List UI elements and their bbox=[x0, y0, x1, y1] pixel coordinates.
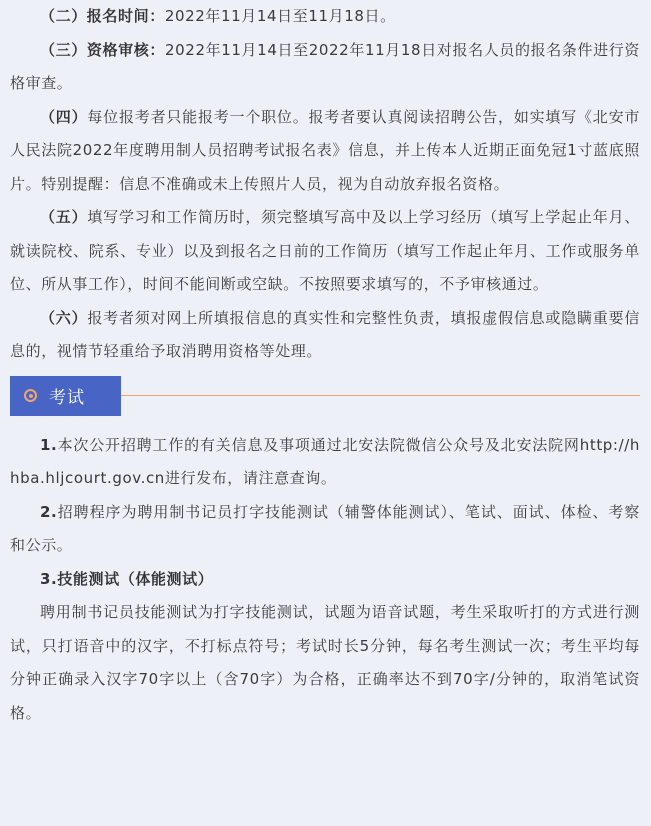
item-five-text: 填写学习和工作简历时，须完整填写高中及以上学习经历（填写上学起止年月、就读院校、院系、专业）以及到报名之日前的工作简历（填写工作起止年月、工作或服务单位、所从事工作），时间不能间断或空缺。不按照要求填写的，不予审核通过。 bbox=[10, 208, 640, 293]
resume-paragraph bbox=[10, 201, 640, 302]
exam-section-title: 考试 bbox=[49, 388, 85, 408]
item-six-label: （六） bbox=[40, 308, 88, 327]
recruitment-procedure-paragraph bbox=[10, 496, 640, 563]
registration-time-text: 2022年11月14日至11月18日。 bbox=[164, 7, 396, 25]
qualification-review-label: （三）资格审核： bbox=[40, 40, 166, 59]
skill-test-paragraph: 聘用制书记员技能测试为打字技能测试，试题为语音试题，考生采取听打的方式进行测试，只打语音中的汉字，不打标点符号；考试时长5分钟，每名考生测试一次；考生平均每分钟正确录入汉字70字以上（含70字）为合格，正确率达不到70字/分钟的，取消笔试资格。 bbox=[10, 603, 640, 722]
exam-item-one-label: 1. bbox=[40, 435, 58, 454]
responsibility-paragraph bbox=[10, 302, 640, 369]
circle-bullet-icon bbox=[24, 389, 37, 402]
item-five-label: （五） bbox=[40, 208, 88, 226]
registration-time-label: （二）报名时间： bbox=[40, 7, 165, 25]
exam-item-two-text: 招聘程序为聘用制书记员打字技能测试（辅警体能测试）、笔试、面试、体检、考察和公示。 bbox=[10, 502, 640, 554]
skill-test-heading: 3.技能测试（体能测试） bbox=[40, 569, 214, 588]
item-four-text: 每位报考者只能报考一个职位。报考者要认真阅读招聘公告，如实填写《北安市人民法院2022年度聘用制人员招聘考试报名表》信息，并上传本人近期正面免冠1寸蓝底照片。特别提醒：信息不准确或未上传照片人员，视为自动放弃报名资格。 bbox=[10, 107, 640, 193]
item-six-text: 报考者须对网上所填报信息的真实性和完整性负责，填报虚假信息或隐瞒重要信息的，视情节轻重给予取消聘用资格等处理。 bbox=[10, 308, 640, 360]
registration-time-paragraph bbox=[10, 0, 640, 34]
section-divider-line bbox=[121, 395, 640, 396]
exam-item-two-label: 2. bbox=[40, 502, 58, 521]
single-position-paragraph bbox=[10, 101, 640, 202]
publication-channel-paragraph bbox=[10, 429, 640, 496]
exam-item-one-text: 本次公开招聘工作的有关信息及事项通过北安法院微信公众号及北安法院网http://hhba.hljcourt.gov.cn进行发布，请注意查询。 bbox=[10, 435, 640, 487]
qualification-review-text: 2022年11月14日至2022年11月18日对报名人员的报名条件进行资格审查。 bbox=[10, 40, 640, 92]
item-four-label: （四） bbox=[40, 107, 88, 126]
exam-section-header bbox=[10, 376, 640, 416]
exam-section-tab bbox=[10, 376, 121, 416]
qualification-review-paragraph bbox=[10, 34, 640, 101]
